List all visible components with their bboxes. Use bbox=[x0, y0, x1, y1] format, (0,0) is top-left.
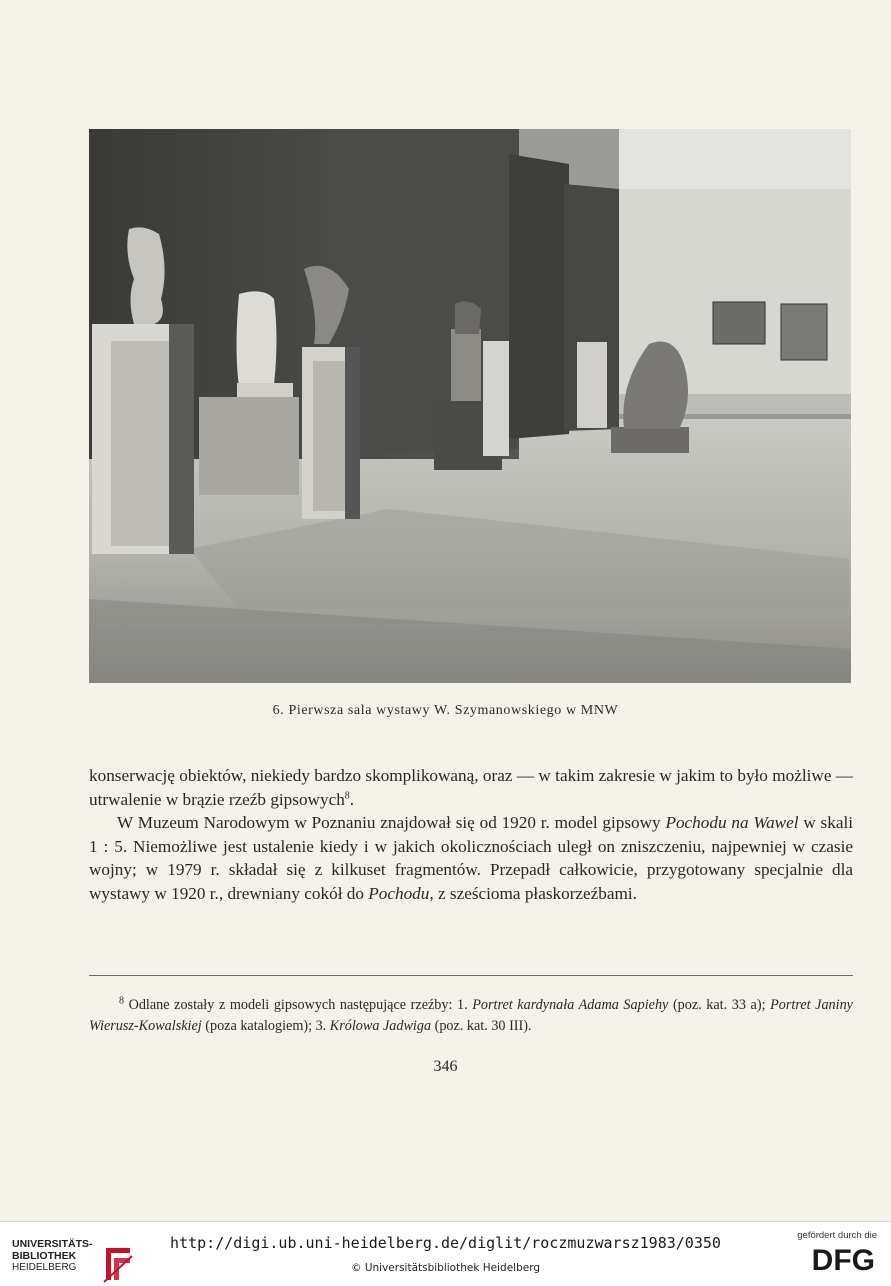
paragraph-1-text: konserwację obiektów, niekiedy bardzo skomplikowaną, oraz — w takim zakresie w jakim to było możliwe — utrwalenie w brązie rzeźb gipsowych bbox=[89, 766, 853, 809]
work-title-pochodu: Pochodu bbox=[368, 883, 430, 903]
library-name-line-1: UNIVERSITÄTS- bbox=[12, 1238, 93, 1250]
copyright-notice: © Universitätsbibliothek Heidelberg bbox=[350, 1262, 540, 1274]
paragraph-2 bbox=[89, 811, 853, 905]
page-number: 346 bbox=[433, 1058, 458, 1075]
paragraph-2-text-b: w skali 1 : 5. Niemożliwe jest ustalenie kiedy i w jakich okolicznościach uległ on zniszczeniu, najpewniej w czasie wojny; w 1979 r. składał się z kilkuset fragmentów. Przepadł całkowicie, przygotowany specjalnie dla wystawy w 1920 r., drewniany cokół do bbox=[89, 813, 853, 903]
paragraph-1-end: . bbox=[349, 789, 355, 809]
dfg-logo-icon[interactable] bbox=[791, 1244, 877, 1274]
document-url-link[interactable]: http://digi.ub.uni-heidelberg.de/diglit/roczmuzwarsz1983/0350 bbox=[170, 1234, 721, 1252]
footnote-title-2: Portret Janiny Wierusz-Kowalskiej bbox=[89, 997, 853, 1034]
library-name-line-2: BIBLIOTHEK bbox=[12, 1250, 77, 1262]
footnote-marker: 8 bbox=[119, 995, 124, 1007]
viewer-footer bbox=[0, 1221, 891, 1286]
footnote-text-c: (poza katalogiem); 3. bbox=[201, 1018, 330, 1034]
footnote-text-d: (poz. kat. 30 III). bbox=[431, 1018, 532, 1034]
dfg-logo-text: DFG bbox=[811, 1244, 875, 1274]
library-name-line-3: HEIDELBERG bbox=[12, 1262, 77, 1273]
footnote bbox=[89, 995, 853, 1037]
paragraph-2-text-a: W Muzeum Narodowym w Poznaniu znajdował się od 1920 r. model gipsowy bbox=[117, 813, 666, 832]
exhibition-hall-image bbox=[89, 129, 851, 683]
footnote-title-3: Królowa Jadwiga bbox=[329, 1018, 432, 1034]
figure-caption: 6. Pierwsza sala wystawy W. Szymanowskiego w MNW bbox=[272, 703, 619, 718]
body-text bbox=[89, 764, 853, 905]
footnote-divider bbox=[89, 975, 853, 976]
work-title-pochodu-na-wawel: Pochodu na Wawel bbox=[665, 813, 799, 832]
paragraph-1 bbox=[89, 764, 853, 811]
paragraph-2-text-c: , z sześcioma płaskorzeźbami. bbox=[429, 883, 637, 903]
footnote-title-1: Portret kardynała Adama Sapiehy bbox=[472, 997, 669, 1013]
funded-by-label: gefördert durch die bbox=[797, 1230, 877, 1241]
footnote-text-b: (poz. kat. 33 a); bbox=[668, 997, 771, 1013]
footnote-text-a: Odlane zostały z modeli gipsowych następujące rzeźby: 1. bbox=[124, 997, 473, 1013]
footnote-reference[interactable]: 8 bbox=[344, 789, 350, 801]
exhibition-photo bbox=[89, 129, 851, 683]
